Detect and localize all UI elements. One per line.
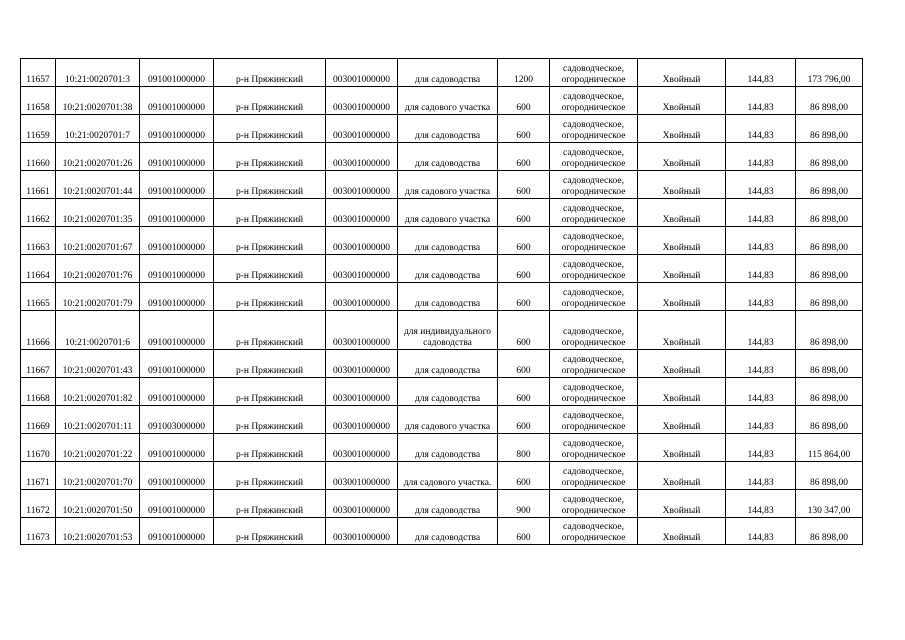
district-cell: р-н Пряжинский: [214, 255, 326, 283]
oktmo-code-cell: 003001000000: [326, 87, 398, 115]
area-cell: 1200: [498, 59, 550, 87]
permitted-use-cell: для садоводства: [398, 115, 498, 143]
category-line-1: садоводческое,: [563, 522, 624, 532]
cadastral-cost-cell: 86 898,00: [796, 518, 863, 545]
area-cell: 600: [498, 171, 550, 199]
category-line-2: огородническое: [561, 394, 626, 404]
permitted-use-cell: для садоводства: [398, 490, 498, 518]
permitted-use-cell: для садоводства: [398, 350, 498, 378]
district-cell: р-н Пряжинский: [214, 311, 326, 350]
cadastral-number-cell: 10:21:0020701:11: [56, 406, 140, 434]
zone-cell: Хвойный: [638, 199, 726, 227]
area-cell: 600: [498, 199, 550, 227]
area-cell: 600: [498, 283, 550, 311]
district-cell: р-н Пряжинский: [214, 59, 326, 87]
cadastral-number-cell: 10:21:0020701:6: [56, 311, 140, 350]
cadastral-cost-cell: 86 898,00: [796, 311, 863, 350]
permitted-use-cell: для садового участка: [398, 171, 498, 199]
cadastral-number-cell: 10:21:0020701:79: [56, 283, 140, 311]
oktmo-code-cell: 003001000000: [326, 406, 398, 434]
cadastral-number-cell: 10:21:0020701:3: [56, 59, 140, 87]
area-cell: 600: [498, 143, 550, 171]
district-cell: р-н Пряжинский: [214, 143, 326, 171]
okato-code-cell: 091001000000: [140, 199, 214, 227]
unit-price-cell: 144,83: [726, 115, 796, 143]
unit-price-cell: 144,83: [726, 227, 796, 255]
row-number-cell: 11668: [21, 378, 56, 406]
zone-cell: Хвойный: [638, 283, 726, 311]
unit-price-cell: 144,83: [726, 143, 796, 171]
category-line-2: огородническое: [561, 533, 626, 543]
cadastral-cost-cell: 86 898,00: [796, 227, 863, 255]
permitted-use-cell: для садоводства: [398, 59, 498, 87]
oktmo-code-cell: 003001000000: [326, 199, 398, 227]
cadastral-number-cell: 10:21:0020701:70: [56, 462, 140, 490]
table-row: [21, 406, 863, 434]
okato-code-cell: 091001000000: [140, 143, 214, 171]
okato-code-cell: 091001000000: [140, 59, 214, 87]
okato-code-cell: 091001000000: [140, 462, 214, 490]
category-line-2: огородническое: [561, 506, 626, 516]
category-line-2: огородническое: [561, 366, 626, 376]
cadastral-number-cell: 10:21:0020701:67: [56, 227, 140, 255]
unit-price-cell: 144,83: [726, 199, 796, 227]
unit-price-cell: 144,83: [726, 490, 796, 518]
oktmo-code-cell: 003001000000: [326, 227, 398, 255]
area-cell: 600: [498, 255, 550, 283]
permitted-use-cell: для садового участка.: [398, 462, 498, 490]
area-cell: 600: [498, 115, 550, 143]
okato-code-cell: 091001000000: [140, 434, 214, 462]
category-line-2: огородническое: [561, 271, 626, 281]
category-line-1: садоводческое,: [563, 120, 624, 130]
cadastral-cost-cell: 130 347,00: [796, 490, 863, 518]
table-row: [21, 59, 863, 87]
row-number-cell: 11663: [21, 227, 56, 255]
table-row: [21, 115, 863, 143]
permitted-use-cell: для садового участка: [398, 199, 498, 227]
zone-cell: Хвойный: [638, 434, 726, 462]
cadastral-cost-cell: 86 898,00: [796, 255, 863, 283]
okato-code-cell: 091001000000: [140, 227, 214, 255]
zone-cell: Хвойный: [638, 227, 726, 255]
area-cell: 900: [498, 490, 550, 518]
category-cell: [550, 406, 638, 434]
cadastral-number-cell: 10:21:0020701:82: [56, 378, 140, 406]
category-line-1: садоводческое,: [563, 411, 624, 421]
unit-price-cell: 144,83: [726, 406, 796, 434]
row-number-cell: 11672: [21, 490, 56, 518]
row-number-cell: 11664: [21, 255, 56, 283]
oktmo-code-cell: 003001000000: [326, 462, 398, 490]
category-cell: [550, 199, 638, 227]
zone-cell: Хвойный: [638, 59, 726, 87]
cadastral-cost-cell: 86 898,00: [796, 87, 863, 115]
cadastral-number-cell: 10:21:0020701:38: [56, 87, 140, 115]
category-cell: [550, 115, 638, 143]
permitted-use-cell: для садоводства: [398, 518, 498, 545]
table-row: [21, 227, 863, 255]
category-cell: [550, 227, 638, 255]
oktmo-code-cell: 003001000000: [326, 171, 398, 199]
cadastral-number-cell: 10:21:0020701:50: [56, 490, 140, 518]
district-cell: р-н Пряжинский: [214, 171, 326, 199]
category-cell: [550, 311, 638, 350]
table-row: [21, 518, 863, 545]
cadastral-number-cell: 10:21:0020701:26: [56, 143, 140, 171]
permitted-use-cell: для садоводства: [398, 434, 498, 462]
cadastral-number-cell: 10:21:0020701:44: [56, 171, 140, 199]
unit-price-cell: 144,83: [726, 283, 796, 311]
oktmo-code-cell: 003001000000: [326, 59, 398, 87]
district-cell: р-н Пряжинский: [214, 406, 326, 434]
row-number-cell: 11658: [21, 87, 56, 115]
category-cell: [550, 87, 638, 115]
district-cell: р-н Пряжинский: [214, 199, 326, 227]
category-line-1: садоводческое,: [563, 92, 624, 102]
table-row: [21, 434, 863, 462]
oktmo-code-cell: 003001000000: [326, 490, 398, 518]
category-line-1: садоводческое,: [563, 327, 624, 337]
cadastral-cost-cell: 86 898,00: [796, 378, 863, 406]
zone-cell: Хвойный: [638, 171, 726, 199]
table-row: [21, 199, 863, 227]
cadastral-cost-cell: 115 864,00: [796, 434, 863, 462]
okato-code-cell: 091001000000: [140, 283, 214, 311]
district-cell: р-н Пряжинский: [214, 227, 326, 255]
zone-cell: Хвойный: [638, 311, 726, 350]
okato-code-cell: 091003000000: [140, 406, 214, 434]
category-cell: [550, 490, 638, 518]
permitted-use-cell: для садоводства: [398, 283, 498, 311]
category-line-2: огородническое: [561, 215, 626, 225]
area-cell: 600: [498, 350, 550, 378]
cadastral-number-cell: 10:21:0020701:43: [56, 350, 140, 378]
table-row: [21, 378, 863, 406]
oktmo-code-cell: 003001000000: [326, 255, 398, 283]
oktmo-code-cell: 003001000000: [326, 115, 398, 143]
district-cell: р-н Пряжинский: [214, 350, 326, 378]
cadastral-cost-cell: 86 898,00: [796, 115, 863, 143]
category-line-2: огородническое: [561, 159, 626, 169]
category-cell: [550, 378, 638, 406]
row-number-cell: 11662: [21, 199, 56, 227]
category-line-2: огородническое: [561, 338, 626, 348]
zone-cell: Хвойный: [638, 462, 726, 490]
unit-price-cell: 144,83: [726, 171, 796, 199]
zone-cell: Хвойный: [638, 350, 726, 378]
category-line-1: садоводческое,: [563, 439, 624, 449]
cadastral-cost-cell: 86 898,00: [796, 462, 863, 490]
row-number-cell: 11657: [21, 59, 56, 87]
category-cell: [550, 171, 638, 199]
permitted-use-cell: для садоводства: [398, 227, 498, 255]
row-number-cell: 11660: [21, 143, 56, 171]
cadastral-cost-cell: 173 796,00: [796, 59, 863, 87]
permitted-use-cell: для садового участка: [398, 406, 498, 434]
unit-price-cell: 144,83: [726, 434, 796, 462]
cadastral-table: [20, 58, 863, 545]
table-row: [21, 171, 863, 199]
category-line-1: садоводческое,: [563, 148, 624, 158]
category-line-2: огородническое: [561, 187, 626, 197]
okato-code-cell: 091001000000: [140, 311, 214, 350]
category-line-2: огородническое: [561, 450, 626, 460]
zone-cell: Хвойный: [638, 87, 726, 115]
cadastral-cost-cell: 86 898,00: [796, 350, 863, 378]
category-line-2: огородническое: [561, 75, 626, 85]
oktmo-code-cell: 003001000000: [326, 143, 398, 171]
cadastral-cost-cell: 86 898,00: [796, 171, 863, 199]
cadastral-cost-cell: 86 898,00: [796, 283, 863, 311]
okato-code-cell: 091001000000: [140, 115, 214, 143]
table-body: [21, 59, 863, 545]
zone-cell: Хвойный: [638, 490, 726, 518]
cadastral-number-cell: 10:21:0020701:53: [56, 518, 140, 545]
table-row: [21, 255, 863, 283]
district-cell: р-н Пряжинский: [214, 490, 326, 518]
unit-price-cell: 144,83: [726, 311, 796, 350]
unit-price-cell: 144,83: [726, 350, 796, 378]
table-row: [21, 490, 863, 518]
district-cell: р-н Пряжинский: [214, 434, 326, 462]
area-cell: 600: [498, 406, 550, 434]
district-cell: р-н Пряжинский: [214, 518, 326, 545]
table-row: [21, 143, 863, 171]
area-cell: 600: [498, 311, 550, 350]
district-cell: р-н Пряжинский: [214, 115, 326, 143]
category-cell: [550, 434, 638, 462]
category-line-1: садоводческое,: [563, 467, 624, 477]
permitted-use-cell: для садоводства: [398, 143, 498, 171]
district-cell: р-н Пряжинский: [214, 283, 326, 311]
category-line-1: садоводческое,: [563, 495, 624, 505]
okato-code-cell: 091001000000: [140, 171, 214, 199]
zone-cell: Хвойный: [638, 378, 726, 406]
category-line-1: садоводческое,: [563, 383, 624, 393]
category-cell: [550, 283, 638, 311]
unit-price-cell: 144,83: [726, 518, 796, 545]
row-number-cell: 11667: [21, 350, 56, 378]
zone-cell: Хвойный: [638, 115, 726, 143]
area-cell: 600: [498, 518, 550, 545]
category-line-1: садоводческое,: [563, 204, 624, 214]
category-line-2: огородническое: [561, 131, 626, 141]
category-line-2: огородническое: [561, 299, 626, 309]
oktmo-code-cell: 003001000000: [326, 378, 398, 406]
okato-code-cell: 091001000000: [140, 87, 214, 115]
table-row: [21, 350, 863, 378]
row-number-cell: 11666: [21, 311, 56, 350]
zone-cell: Хвойный: [638, 518, 726, 545]
zone-cell: Хвойный: [638, 143, 726, 171]
category-line-1: садоводческое,: [563, 232, 624, 242]
unit-price-cell: 144,83: [726, 255, 796, 283]
district-cell: р-н Пряжинский: [214, 462, 326, 490]
okato-code-cell: 091001000000: [140, 490, 214, 518]
category-cell: [550, 462, 638, 490]
permitted-use-cell: для садоводства: [398, 255, 498, 283]
table-row: [21, 311, 863, 350]
category-cell: [550, 59, 638, 87]
row-number-cell: 11665: [21, 283, 56, 311]
oktmo-code-cell: 003001000000: [326, 350, 398, 378]
permitted-use-cell: для индивидуального садоводства: [398, 311, 498, 350]
area-cell: 600: [498, 462, 550, 490]
okato-code-cell: 091001000000: [140, 255, 214, 283]
cadastral-cost-cell: 86 898,00: [796, 143, 863, 171]
unit-price-cell: 144,83: [726, 87, 796, 115]
category-line-1: садоводческое,: [563, 176, 624, 186]
category-line-1: садоводческое,: [563, 355, 624, 365]
category-cell: [550, 143, 638, 171]
oktmo-code-cell: 003001000000: [326, 283, 398, 311]
cadastral-number-cell: 10:21:0020701:22: [56, 434, 140, 462]
oktmo-code-cell: 003001000000: [326, 311, 398, 350]
row-number-cell: 11673: [21, 518, 56, 545]
zone-cell: Хвойный: [638, 255, 726, 283]
row-number-cell: 11659: [21, 115, 56, 143]
unit-price-cell: 144,83: [726, 59, 796, 87]
category-line-1: садоводческое,: [563, 64, 624, 74]
table-row: [21, 462, 863, 490]
cadastral-number-cell: 10:21:0020701:7: [56, 115, 140, 143]
category-cell: [550, 518, 638, 545]
area-cell: 600: [498, 87, 550, 115]
area-cell: 800: [498, 434, 550, 462]
district-cell: р-н Пряжинский: [214, 378, 326, 406]
row-number-cell: 11670: [21, 434, 56, 462]
oktmo-code-cell: 003001000000: [326, 518, 398, 545]
table-row: [21, 87, 863, 115]
okato-code-cell: 091001000000: [140, 378, 214, 406]
okato-code-cell: 091001000000: [140, 518, 214, 545]
permitted-use-cell: для садового участка: [398, 87, 498, 115]
cadastral-cost-cell: 86 898,00: [796, 406, 863, 434]
table-row: [21, 283, 863, 311]
permitted-use-cell: для садоводства: [398, 378, 498, 406]
district-cell: р-н Пряжинский: [214, 87, 326, 115]
category-cell: [550, 255, 638, 283]
row-number-cell: 11669: [21, 406, 56, 434]
row-number-cell: 11661: [21, 171, 56, 199]
category-line-2: огородническое: [561, 422, 626, 432]
category-line-1: садоводческое,: [563, 260, 624, 270]
unit-price-cell: 144,83: [726, 378, 796, 406]
oktmo-code-cell: 003001000000: [326, 434, 398, 462]
category-line-1: садоводческое,: [563, 288, 624, 298]
category-line-2: огородническое: [561, 243, 626, 253]
unit-price-cell: 144,83: [726, 462, 796, 490]
cadastral-number-cell: 10:21:0020701:76: [56, 255, 140, 283]
category-cell: [550, 350, 638, 378]
row-number-cell: 11671: [21, 462, 56, 490]
category-line-2: огородническое: [561, 478, 626, 488]
category-line-2: огородническое: [561, 103, 626, 113]
zone-cell: Хвойный: [638, 406, 726, 434]
cadastral-number-cell: 10:21:0020701:35: [56, 199, 140, 227]
area-cell: 600: [498, 378, 550, 406]
cadastral-cost-cell: 86 898,00: [796, 199, 863, 227]
okato-code-cell: 091001000000: [140, 350, 214, 378]
area-cell: 600: [498, 227, 550, 255]
